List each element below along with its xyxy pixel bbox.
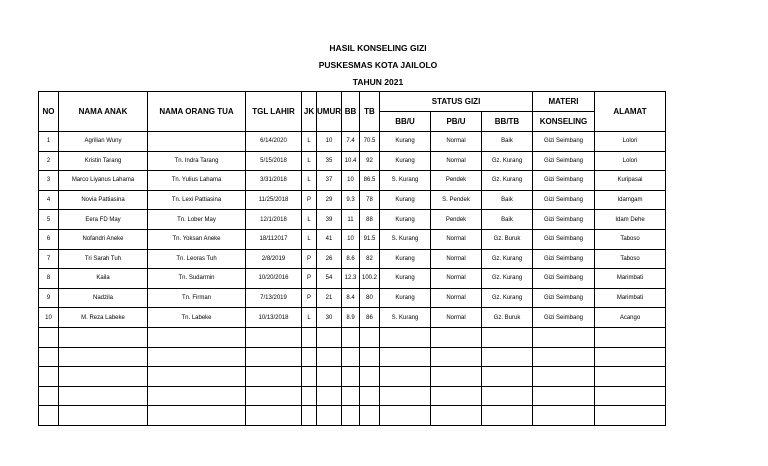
- cell-nama-orang-tua: Tn. Firman: [148, 288, 246, 308]
- cell-bb-u: Kurang: [380, 288, 431, 308]
- cell-tgl-lahir: 11/25/2018: [246, 190, 302, 210]
- cell-umur: 37: [317, 171, 342, 191]
- cell-jk: P: [302, 269, 317, 289]
- cell-alamat: Taboso: [595, 249, 666, 269]
- table-row: [39, 288, 666, 308]
- cell-alamat: Lolori: [595, 132, 666, 152]
- cell-jk: L: [302, 171, 317, 191]
- cell-nama-anak: [59, 406, 148, 426]
- cell-tb: 78: [360, 190, 380, 210]
- cell-no: 2: [39, 151, 59, 171]
- cell-no: 6: [39, 229, 59, 249]
- cell-nama-orang-tua: Tn. Labeke: [148, 308, 246, 328]
- cell-bb-tb: Baik: [482, 132, 533, 152]
- cell-umur: 41: [317, 229, 342, 249]
- cell-bb-u: [380, 327, 431, 347]
- cell-no: [39, 327, 59, 347]
- cell-materi: [533, 386, 595, 406]
- cell-alamat: Idam Dehe: [595, 210, 666, 230]
- table-row: [39, 347, 666, 367]
- table-row: [39, 327, 666, 347]
- cell-tb: 92: [360, 151, 380, 171]
- table-row: [39, 210, 666, 230]
- cell-bb: 7.4: [342, 132, 360, 152]
- cell-jk: L: [302, 210, 317, 230]
- cell-materi: [533, 406, 595, 426]
- header-pb-u: PB/U: [431, 112, 482, 132]
- cell-nama-anak: Nofandri Aneke: [59, 229, 148, 249]
- cell-tb: 86: [360, 308, 380, 328]
- cell-bb: [342, 327, 360, 347]
- cell-nama-anak: Kristin Tarang: [59, 151, 148, 171]
- cell-nama-orang-tua: Tn. Yulius Lahama: [148, 171, 246, 191]
- table-row: [39, 229, 666, 249]
- table-row: [39, 308, 666, 328]
- cell-tgl-lahir: 3/31/2018: [246, 171, 302, 191]
- cell-alamat: [595, 406, 666, 426]
- cell-tb: 100.2: [360, 269, 380, 289]
- table-row: [39, 406, 666, 426]
- cell-umur: [317, 386, 342, 406]
- cell-alamat: [595, 327, 666, 347]
- cell-jk: L: [302, 229, 317, 249]
- cell-materi: Gizi Seimbang: [533, 171, 595, 191]
- cell-bb-tb: [482, 386, 533, 406]
- cell-bb: [342, 367, 360, 387]
- cell-umur: 39: [317, 210, 342, 230]
- cell-tb: 70.5: [360, 132, 380, 152]
- cell-bb: 10: [342, 171, 360, 191]
- cell-no: 3: [39, 171, 59, 191]
- cell-nama-anak: Agrilian Wuny: [59, 132, 148, 152]
- cell-nama-orang-tua: Tn. Indra Tarang: [148, 151, 246, 171]
- cell-tb: 88: [360, 210, 380, 230]
- cell-alamat: Acango: [595, 308, 666, 328]
- cell-no: 5: [39, 210, 59, 230]
- table-row: [39, 386, 666, 406]
- cell-tb: 80: [360, 288, 380, 308]
- cell-materi: [533, 327, 595, 347]
- cell-bb-tb: Gz. Kurang: [482, 171, 533, 191]
- table-row: [39, 171, 666, 191]
- header-nama-orang-tua: NAMA ORANG TUA: [148, 92, 246, 132]
- cell-pb-u: Normal: [431, 151, 482, 171]
- cell-tgl-lahir: [246, 386, 302, 406]
- cell-pb-u: Normal: [431, 308, 482, 328]
- cell-no: [39, 406, 59, 426]
- cell-nama-orang-tua: [148, 347, 246, 367]
- cell-materi: Gizi Seimbang: [533, 132, 595, 152]
- cell-bb-u: [380, 406, 431, 426]
- cell-pb-u: Pendek: [431, 210, 482, 230]
- report-title-block: [0, 40, 768, 91]
- cell-bb: 12.3: [342, 269, 360, 289]
- cell-jk: P: [302, 190, 317, 210]
- table-row: [39, 367, 666, 387]
- cell-bb-tb: [482, 367, 533, 387]
- cell-pb-u: Pendek: [431, 171, 482, 191]
- cell-nama-anak: Eera FD May: [59, 210, 148, 230]
- cell-tgl-lahir: 10/13/2018: [246, 308, 302, 328]
- cell-jk: [302, 347, 317, 367]
- cell-tb: 82: [360, 249, 380, 269]
- cell-pb-u: [431, 367, 482, 387]
- cell-umur: [317, 367, 342, 387]
- header-bb: BB: [342, 92, 360, 132]
- cell-materi: [533, 347, 595, 367]
- cell-tb: 91.5: [360, 229, 380, 249]
- header-materi: MATERI: [533, 92, 595, 112]
- cell-umur: 10: [317, 132, 342, 152]
- cell-umur: [317, 406, 342, 426]
- cell-bb: 8.6: [342, 249, 360, 269]
- cell-no: 8: [39, 269, 59, 289]
- cell-bb: [342, 386, 360, 406]
- cell-pb-u: Normal: [431, 132, 482, 152]
- cell-tgl-lahir: [246, 406, 302, 426]
- cell-alamat: Taboso: [595, 229, 666, 249]
- cell-bb-tb: Baik: [482, 210, 533, 230]
- cell-nama-anak: Marco Liyanus Lahama: [59, 171, 148, 191]
- cell-no: 1: [39, 132, 59, 152]
- cell-jk: P: [302, 288, 317, 308]
- cell-umur: 29: [317, 190, 342, 210]
- cell-nama-orang-tua: [148, 406, 246, 426]
- cell-umur: 26: [317, 249, 342, 269]
- cell-bb-tb: Baik: [482, 190, 533, 210]
- cell-pb-u: [431, 327, 482, 347]
- cell-bb: 8.4: [342, 288, 360, 308]
- header-jk: JK: [302, 92, 317, 132]
- cell-bb-u: Kurang: [380, 190, 431, 210]
- cell-nama-anak: [59, 327, 148, 347]
- cell-no: 7: [39, 249, 59, 269]
- cell-bb-tb: Gz. Kurang: [482, 269, 533, 289]
- cell-alamat: Marimbati: [595, 288, 666, 308]
- cell-no: [39, 347, 59, 367]
- cell-nama-orang-tua: Tn. Leoras Tuh: [148, 249, 246, 269]
- cell-bb-u: Kurang: [380, 132, 431, 152]
- cell-bb-tb: [482, 327, 533, 347]
- cell-bb-u: [380, 386, 431, 406]
- cell-alamat: Lolori: [595, 151, 666, 171]
- table-row: [39, 132, 666, 152]
- cell-umur: [317, 327, 342, 347]
- cell-no: [39, 386, 59, 406]
- cell-jk: [302, 327, 317, 347]
- cell-bb: 8.9: [342, 308, 360, 328]
- cell-bb: [342, 347, 360, 367]
- cell-bb-u: [380, 347, 431, 367]
- cell-bb-u: [380, 367, 431, 387]
- cell-alamat: [595, 386, 666, 406]
- cell-bb-u: S. Kurang: [380, 171, 431, 191]
- table-row: [39, 269, 666, 289]
- cell-no: 9: [39, 288, 59, 308]
- cell-pb-u: Normal: [431, 229, 482, 249]
- cell-alamat: Kuripasai: [595, 171, 666, 191]
- cell-umur: 35: [317, 151, 342, 171]
- cell-jk: P: [302, 249, 317, 269]
- cell-tgl-lahir: 6/14/2020: [246, 132, 302, 152]
- cell-bb-tb: Gz. Kurang: [482, 151, 533, 171]
- cell-bb: [342, 406, 360, 426]
- cell-bb-tb: Gz. Kurang: [482, 249, 533, 269]
- cell-bb: 9.3: [342, 190, 360, 210]
- cell-alamat: Marimbati: [595, 269, 666, 289]
- header-umur: UMUR: [317, 92, 342, 132]
- cell-alamat: Idamgam: [595, 190, 666, 210]
- cell-bb-tb: [482, 406, 533, 426]
- header-no: NO: [39, 92, 59, 132]
- cell-nama-anak: Kaila: [59, 269, 148, 289]
- cell-tgl-lahir: 7/13/2019: [246, 288, 302, 308]
- cell-pb-u: [431, 386, 482, 406]
- cell-materi: Gizi Seimbang: [533, 151, 595, 171]
- cell-jk: [302, 386, 317, 406]
- cell-bb-tb: Gz. Buruk: [482, 308, 533, 328]
- report-title: HASIL KONSELING GIZI: [329, 43, 427, 53]
- cell-umur: [317, 347, 342, 367]
- cell-no: [39, 367, 59, 387]
- cell-bb: 10.4: [342, 151, 360, 171]
- cell-nama-anak: M. Reza Labeke: [59, 308, 148, 328]
- header-status-gizi: STATUS GIZI: [380, 92, 533, 112]
- cell-nama-anak: [59, 347, 148, 367]
- cell-pb-u: Normal: [431, 269, 482, 289]
- cell-pb-u: S. Pendek: [431, 190, 482, 210]
- cell-bb-u: Kurang: [380, 269, 431, 289]
- cell-bb-u: Kurang: [380, 210, 431, 230]
- cell-tb: [360, 347, 380, 367]
- cell-nama-anak: [59, 386, 148, 406]
- cell-bb-u: S. Kurang: [380, 229, 431, 249]
- cell-bb-tb: Gz. Buruk: [482, 229, 533, 249]
- cell-umur: 54: [317, 269, 342, 289]
- cell-materi: Gizi Seimbang: [533, 308, 595, 328]
- cell-nama-orang-tua: Tn. Sudarmin: [148, 269, 246, 289]
- cell-nama-orang-tua: Tn. Yoksan Aneke: [148, 229, 246, 249]
- header-alamat: ALAMAT: [595, 92, 666, 132]
- cell-tgl-lahir: 2/8/2019: [246, 249, 302, 269]
- cell-nama-orang-tua: Tn. Lober May: [148, 210, 246, 230]
- cell-tgl-lahir: 10/20/2016: [246, 269, 302, 289]
- cell-materi: Gizi Seimbang: [533, 229, 595, 249]
- cell-tb: [360, 406, 380, 426]
- cell-materi: [533, 367, 595, 387]
- cell-nama-orang-tua: [148, 367, 246, 387]
- cell-nama-orang-tua: Tn. Lexi Pattiasina: [148, 190, 246, 210]
- table-row: [39, 151, 666, 171]
- counseling-table: [38, 91, 666, 426]
- cell-bb-u: S. Kurang: [380, 308, 431, 328]
- header-tgl-lahir: TGL LAHIR: [246, 92, 302, 132]
- cell-tgl-lahir: [246, 367, 302, 387]
- cell-nama-anak: Nadzila: [59, 288, 148, 308]
- cell-materi: Gizi Seimbang: [533, 190, 595, 210]
- cell-nama-anak: [59, 367, 148, 387]
- cell-no: 10: [39, 308, 59, 328]
- cell-jk: [302, 367, 317, 387]
- cell-alamat: [595, 367, 666, 387]
- cell-tgl-lahir: [246, 347, 302, 367]
- cell-nama-anak: Tri Sarah Tuh: [59, 249, 148, 269]
- table-row: [39, 249, 666, 269]
- cell-tb: [360, 367, 380, 387]
- cell-bb-tb: Gz. Kurang: [482, 288, 533, 308]
- cell-materi: Gizi Seimbang: [533, 210, 595, 230]
- table-row: [39, 190, 666, 210]
- header-tb: TB: [360, 92, 380, 132]
- cell-tgl-lahir: 5/15/2018: [246, 151, 302, 171]
- cell-materi: Gizi Seimbang: [533, 269, 595, 289]
- cell-bb: 11: [342, 210, 360, 230]
- cell-bb-u: Kurang: [380, 151, 431, 171]
- cell-nama-orang-tua: [148, 386, 246, 406]
- cell-nama-orang-tua: [148, 132, 246, 152]
- cell-jk: L: [302, 132, 317, 152]
- cell-tgl-lahir: 12/1/2018: [246, 210, 302, 230]
- header-konseling: KONSELING: [533, 112, 595, 132]
- cell-materi: Gizi Seimbang: [533, 288, 595, 308]
- cell-nama-anak: Novia Pattiasina: [59, 190, 148, 210]
- cell-bb: 10: [342, 229, 360, 249]
- cell-alamat: [595, 347, 666, 367]
- cell-tgl-lahir: 18/112017: [246, 229, 302, 249]
- cell-tgl-lahir: [246, 327, 302, 347]
- cell-umur: 30: [317, 308, 342, 328]
- cell-nama-orang-tua: [148, 327, 246, 347]
- cell-tb: 86.5: [360, 171, 380, 191]
- cell-tb: [360, 386, 380, 406]
- cell-pb-u: [431, 347, 482, 367]
- cell-bb-tb: [482, 347, 533, 367]
- cell-no: 4: [39, 190, 59, 210]
- cell-umur: 21: [317, 288, 342, 308]
- cell-pb-u: Normal: [431, 288, 482, 308]
- cell-bb-u: Kurang: [380, 249, 431, 269]
- cell-jk: L: [302, 308, 317, 328]
- header-bb-u: BB/U: [380, 112, 431, 132]
- header-bb-tb: BB/TB: [482, 112, 533, 132]
- cell-materi: Gizi Seimbang: [533, 249, 595, 269]
- cell-jk: L: [302, 151, 317, 171]
- cell-jk: [302, 406, 317, 426]
- cell-tb: [360, 327, 380, 347]
- cell-pb-u: Normal: [431, 249, 482, 269]
- header-nama-anak: NAMA ANAK: [59, 92, 148, 132]
- cell-pb-u: [431, 406, 482, 426]
- report-institution: PUSKESMAS KOTA JAILOLO: [318, 60, 438, 70]
- report-year: TAHUN 2021: [352, 77, 404, 87]
